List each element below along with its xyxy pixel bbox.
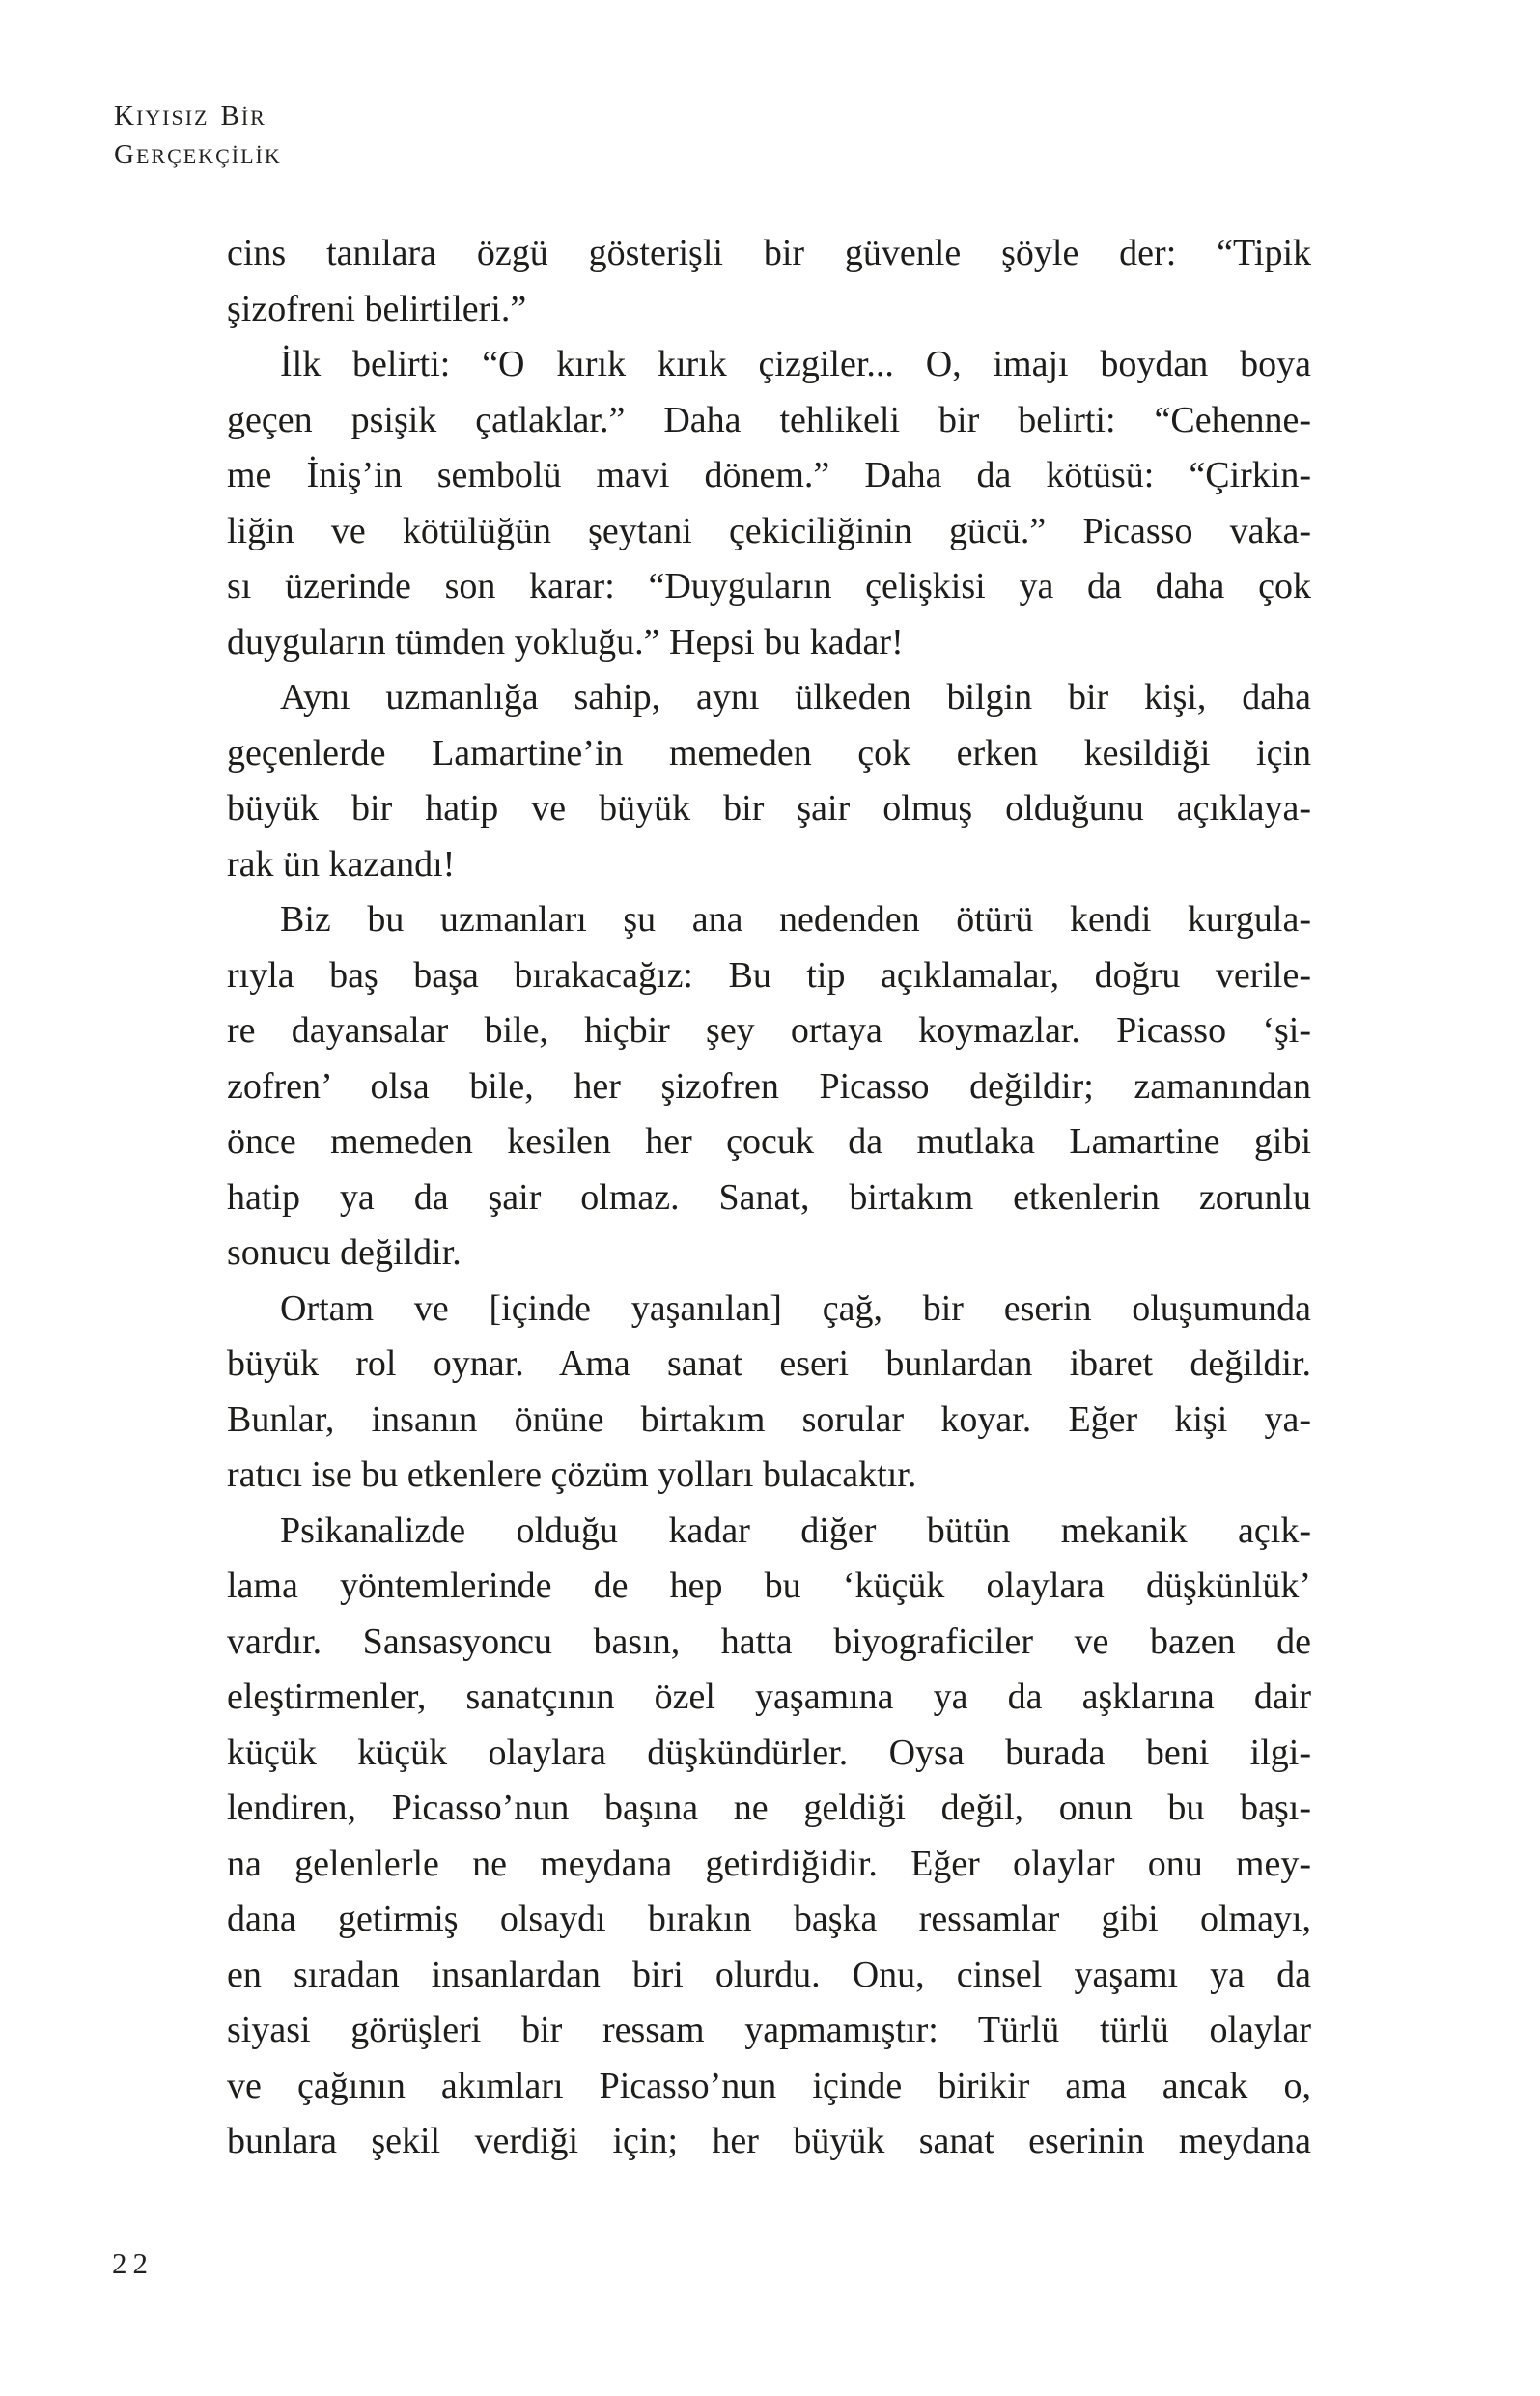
text-line: en sıradan insanlardan biri olurdu. Onu, cinsel yaşamı ya da	[227, 1954, 1311, 1995]
text-line: vardır. Sansasyoncu basın, hatta biyograficiler ve bazen de	[227, 1621, 1311, 1662]
text-line: geçenlerde Lamartine’in memeden çok erken kesildiği için	[227, 732, 1311, 774]
text-line: liğin ve kötülüğün şeytani çekiciliğinin gücü.” Picasso vaka-	[227, 510, 1311, 551]
text-line: Ortam ve [içinde yaşanılan] çağ, bir eserin oluşumunda	[280, 1287, 1311, 1329]
running-header-line	[114, 98, 282, 136]
text-line: lendiren, Picasso’nun başına ne geldiği değil, onun bu başı-	[227, 1788, 1311, 1828]
text-line: hatip ya da şair olmaz. Sanat, birtakım etkenlerin zorunlu	[227, 1176, 1311, 1218]
text-line: Aynı uzmanlığa sahip, aynı ülkeden bilgin bir kişi, daha	[280, 677, 1311, 718]
text-line: rıyla baş başa bırakacağız: Bu tip açıklamalar, doğru verile-	[227, 954, 1311, 996]
text-line: sonucu değildir.	[227, 1232, 462, 1273]
text-line: cins tanılara özgü gösterişli bir güvenle şöyle der: “Tipik	[227, 233, 1311, 273]
text-line: lama yöntemlerinde de hep bu ‘küçük olaylara düşkünlük’	[227, 1565, 1311, 1606]
text-line: me İniş’in sembolü mavi dönem.” Daha da kötüsü: “Çirkin-	[227, 455, 1311, 495]
header-word: KIYISIZ	[114, 100, 210, 131]
text-line: zofren’ olsa bile, her şizofren Picasso değildir; zamanından	[227, 1065, 1311, 1107]
text-line: sı üzerinde son karar: “Duyguların çelişkisi ya da daha çok	[227, 566, 1311, 606]
text-line: re dayansalar bile, hiçbir şey ortaya koymazlar. Picasso ‘şi-	[227, 1010, 1311, 1051]
page-body-text	[227, 226, 1311, 2170]
text-line: Psikanalizde olduğu kadar diğer bütün mekanik açık-	[280, 1509, 1311, 1551]
running-header-line	[114, 136, 282, 175]
text-line: eleştirmenler, sanatçının özel yaşamına ya da aşklarına dair	[227, 1677, 1311, 1717]
text-line: geçen psişik çatlaklar.” Daha tehlikeli bir belirti: “Cehenne-	[227, 399, 1311, 440]
text-line: ratıcı ise bu etkenlere çözüm yolları bulacaktır.	[227, 1454, 917, 1495]
text-line: Bunlar, insanın önüne birtakım sorular koyar. Eğer kişi ya-	[227, 1398, 1311, 1440]
text-line: siyasi görüşleri bir ressam yapmamıştır: Türlü türlü olaylar	[227, 2010, 1311, 2050]
text-line: na gelenlerle ne meydana getirdiğidir. Eğer olaylar onu mey-	[227, 1843, 1311, 1884]
running-header	[114, 98, 282, 175]
text-line: duyguların tümden yokluğu.” Hepsi bu kadar!	[227, 621, 904, 662]
page-number: 22	[112, 2246, 154, 2280]
text-line: İlk belirti: “O kırık kırık çizgiler... O, imajı boydan boya	[280, 344, 1311, 384]
text-line: bunlara şekil verdiği için; her büyük sanat eserinin meydana	[227, 2121, 1311, 2161]
text-line: önce memeden kesilen her çocuk da mutlaka Lamartine gibi	[227, 1121, 1311, 1162]
text-line: büyük rol oynar. Ama sanat eseri bunlardan ibaret değildir.	[227, 1343, 1311, 1384]
header-word: BİR	[220, 100, 266, 131]
text-line: şizofreni belirtileri.”	[227, 288, 527, 329]
text-line: küçük küçük olaylara düşkündürler. Oysa burada beni ilgi-	[227, 1732, 1311, 1773]
text-line: dana getirmiş olsaydı bırakın başka ressamlar gibi olmayı,	[227, 1899, 1311, 1939]
text-line: rak ün kazandı!	[227, 843, 456, 885]
text-line: Biz bu uzmanları şu ana nedenden ötürü kendi kurgula-	[280, 899, 1311, 940]
header-word: GERÇEKÇİLİK	[114, 139, 282, 170]
text-line: ve çağının akımları Picasso’nun içinde birikir ama ancak o,	[227, 2065, 1311, 2106]
text-line: büyük bir hatip ve büyük bir şair olmuş olduğunu açıklaya-	[227, 788, 1311, 829]
